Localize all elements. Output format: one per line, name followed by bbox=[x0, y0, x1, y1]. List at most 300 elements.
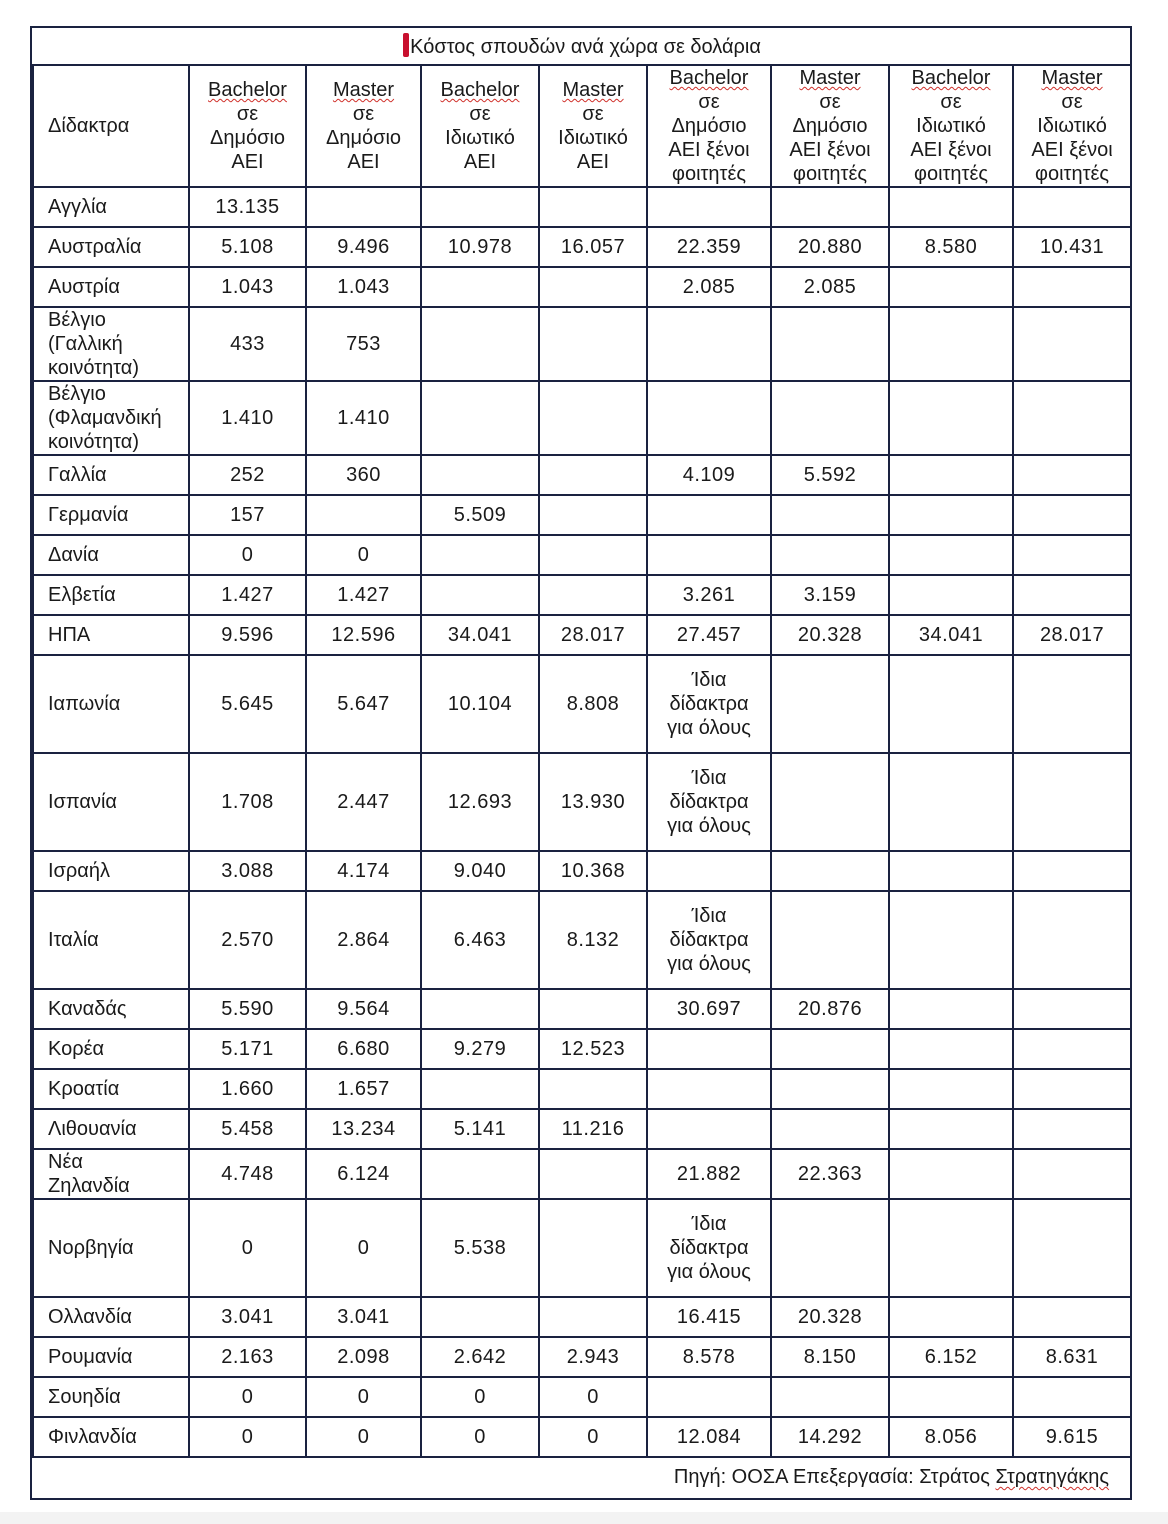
fee-cell: 1.043 bbox=[306, 267, 421, 307]
country-name-line: Ιταλία bbox=[48, 929, 99, 951]
country-cell bbox=[33, 307, 189, 381]
fee-cell: 16.415 bbox=[647, 1297, 771, 1337]
table-row bbox=[33, 753, 1131, 851]
column-header-line: Δημόσιο bbox=[325, 127, 402, 149]
column-header-line: ΑΕΙ bbox=[347, 151, 380, 173]
country-cell bbox=[33, 1109, 189, 1149]
fee-cell: 12.596 bbox=[306, 615, 421, 655]
fee-cell: 20.876 bbox=[771, 989, 889, 1029]
fee-cell: 5.171 bbox=[189, 1029, 306, 1069]
fee-cell: 10.431 bbox=[1013, 227, 1131, 267]
column-header-line: σε bbox=[469, 103, 491, 125]
table-row bbox=[33, 615, 1131, 655]
country-cell bbox=[33, 535, 189, 575]
fee-cell: 5.647 bbox=[306, 655, 421, 753]
fee-cell: 27.457 bbox=[647, 615, 771, 655]
fee-cell: 3.159 bbox=[771, 575, 889, 615]
fee-cell: 8.808 bbox=[539, 655, 647, 753]
table-row bbox=[33, 495, 1131, 535]
fee-cell bbox=[539, 187, 647, 227]
fee-cell bbox=[539, 575, 647, 615]
country-cell bbox=[33, 267, 189, 307]
fee-cell bbox=[647, 1377, 771, 1417]
fee-cell bbox=[647, 535, 771, 575]
fee-cell bbox=[771, 655, 889, 753]
fee-cell: Ίδια δίδακτρα για όλους bbox=[647, 891, 771, 989]
fee-cell: 1.657 bbox=[306, 1069, 421, 1109]
fee-cell bbox=[539, 1199, 647, 1297]
fee-cell: 1.708 bbox=[189, 753, 306, 851]
column-header-line: σε bbox=[819, 91, 841, 113]
country-cell bbox=[33, 187, 189, 227]
column-header-degree: Bachelor bbox=[911, 67, 991, 89]
fee-cell: 5.108 bbox=[189, 227, 306, 267]
column-header-line: σε bbox=[940, 91, 962, 113]
fee-cell bbox=[1013, 187, 1131, 227]
country-cell bbox=[33, 1377, 189, 1417]
fee-cell bbox=[889, 187, 1013, 227]
column-header-line: σε bbox=[1061, 91, 1083, 113]
fee-cell bbox=[539, 307, 647, 381]
document-page bbox=[30, 26, 1132, 1500]
column-header bbox=[889, 65, 1013, 187]
fee-cell: 22.359 bbox=[647, 227, 771, 267]
fee-cell: 0 bbox=[306, 1417, 421, 1457]
column-header-line: ΑΕΙ ξένοι bbox=[1031, 139, 1113, 161]
fee-cell: 8.580 bbox=[889, 227, 1013, 267]
fee-cell bbox=[1013, 1297, 1131, 1337]
fee-cell bbox=[539, 495, 647, 535]
column-header-line: ΑΕΙ ξένοι bbox=[910, 139, 992, 161]
country-cell bbox=[33, 615, 189, 655]
fee-cell: 14.292 bbox=[771, 1417, 889, 1457]
column-header bbox=[539, 65, 647, 187]
fee-cell: 30.697 bbox=[647, 989, 771, 1029]
column-header-line: Δημόσιο bbox=[671, 115, 747, 137]
fee-cell bbox=[421, 1149, 539, 1199]
fee-cell: 8.578 bbox=[647, 1337, 771, 1377]
fee-cell bbox=[889, 1069, 1013, 1109]
fee-cell: 13.234 bbox=[306, 1109, 421, 1149]
fee-cell: 2.447 bbox=[306, 753, 421, 851]
fee-cell: 0 bbox=[189, 1417, 306, 1457]
column-header-degree: Bachelor bbox=[440, 79, 520, 101]
fee-cell bbox=[1013, 1149, 1131, 1199]
fee-cell: Ίδια δίδακτρα για όλους bbox=[647, 655, 771, 753]
fee-cell: 13.135 bbox=[189, 187, 306, 227]
fee-cell: 1.410 bbox=[306, 381, 421, 455]
fee-cell: 433 bbox=[189, 307, 306, 381]
column-header-line: Δημόσιο bbox=[209, 127, 286, 149]
column-header bbox=[647, 65, 771, 187]
table-row bbox=[33, 1417, 1131, 1457]
fee-cell: 1.427 bbox=[189, 575, 306, 615]
fee-cell: 13.930 bbox=[539, 753, 647, 851]
fee-cell bbox=[1013, 381, 1131, 455]
column-header-line: φοιτητές bbox=[671, 163, 746, 185]
fee-cell: 2.642 bbox=[421, 1337, 539, 1377]
fee-cell bbox=[771, 1377, 889, 1417]
fee-cell bbox=[539, 455, 647, 495]
country-cell bbox=[33, 495, 189, 535]
fee-cell bbox=[889, 381, 1013, 455]
country-cell bbox=[33, 455, 189, 495]
column-header bbox=[189, 65, 306, 187]
country-name-line: Γερμανία bbox=[48, 504, 129, 526]
column-header bbox=[1013, 65, 1131, 187]
fee-cell bbox=[889, 655, 1013, 753]
fee-cell bbox=[889, 1199, 1013, 1297]
fee-cell bbox=[647, 1069, 771, 1109]
fee-cell: 28.017 bbox=[1013, 615, 1131, 655]
fee-cell: 2.943 bbox=[539, 1337, 647, 1377]
fee-cell: 2.085 bbox=[647, 267, 771, 307]
fee-cell bbox=[421, 1297, 539, 1337]
column-header-line: σε bbox=[236, 103, 259, 125]
table-row bbox=[33, 575, 1131, 615]
country-name-line: (Φλαμανδική bbox=[48, 407, 162, 429]
table-row bbox=[33, 1337, 1131, 1377]
fee-cell bbox=[771, 307, 889, 381]
country-name-line: Αγγλία bbox=[48, 196, 107, 218]
column-header-line: ΑΕΙ ξένοι bbox=[789, 139, 871, 161]
fee-cell: 21.882 bbox=[647, 1149, 771, 1199]
fee-cell: 12.693 bbox=[421, 753, 539, 851]
fee-cell bbox=[771, 187, 889, 227]
fee-cell bbox=[647, 851, 771, 891]
country-cell bbox=[33, 1069, 189, 1109]
fee-cell bbox=[889, 1149, 1013, 1199]
fee-cell: 8.631 bbox=[1013, 1337, 1131, 1377]
fee-cell bbox=[1013, 535, 1131, 575]
fee-cell bbox=[539, 267, 647, 307]
country-cell bbox=[33, 227, 189, 267]
country-cell bbox=[33, 1297, 189, 1337]
country-name-line: Ελβετία bbox=[48, 584, 116, 606]
column-header-line: σε bbox=[352, 103, 375, 125]
fee-cell: 34.041 bbox=[421, 615, 539, 655]
table-body bbox=[33, 187, 1131, 1457]
fee-cell bbox=[647, 381, 771, 455]
fee-cell: 5.590 bbox=[189, 989, 306, 1029]
fee-cell bbox=[647, 1029, 771, 1069]
fee-cell bbox=[771, 891, 889, 989]
country-cell bbox=[33, 575, 189, 615]
fee-cell: 12.084 bbox=[647, 1417, 771, 1457]
column-header-line: Ιδιωτικό bbox=[1037, 115, 1107, 137]
fee-cell: 5.645 bbox=[189, 655, 306, 753]
fee-cell bbox=[1013, 1069, 1131, 1109]
country-name-line: Ισπανία bbox=[48, 791, 117, 813]
fee-cell bbox=[889, 851, 1013, 891]
table-row bbox=[33, 535, 1131, 575]
fee-cell: 4.109 bbox=[647, 455, 771, 495]
table-row bbox=[33, 455, 1131, 495]
fee-cell: 5.538 bbox=[421, 1199, 539, 1297]
fee-cell: 28.017 bbox=[539, 615, 647, 655]
country-name-line: Αυστρία bbox=[48, 276, 120, 298]
fee-cell: 0 bbox=[539, 1417, 647, 1457]
country-name-line: Λιθουανία bbox=[48, 1118, 137, 1140]
fee-cell: 20.328 bbox=[771, 615, 889, 655]
fee-cell: 34.041 bbox=[889, 615, 1013, 655]
country-name-line: Αυστραλία bbox=[48, 236, 142, 258]
fee-cell: 4.174 bbox=[306, 851, 421, 891]
table-row bbox=[33, 267, 1131, 307]
country-name-line: Δανία bbox=[48, 544, 99, 566]
fee-cell bbox=[889, 267, 1013, 307]
fee-cell: 1.427 bbox=[306, 575, 421, 615]
fee-cell bbox=[889, 307, 1013, 381]
fee-cell bbox=[771, 535, 889, 575]
fee-cell: 10.104 bbox=[421, 655, 539, 753]
table-row bbox=[33, 851, 1131, 891]
fee-cell bbox=[1013, 575, 1131, 615]
fee-cell bbox=[647, 187, 771, 227]
fee-cell bbox=[421, 989, 539, 1029]
fee-cell: 5.458 bbox=[189, 1109, 306, 1149]
country-name-line: Γαλλία bbox=[48, 464, 107, 486]
table-row bbox=[33, 227, 1131, 267]
source-note: Πηγή: ΟΟΣΑ Επεξεργασία: Στράτος Στρατηγάκης bbox=[33, 1457, 1131, 1496]
table-row bbox=[33, 1069, 1131, 1109]
column-header-degree: Master bbox=[562, 79, 624, 101]
country-cell bbox=[33, 381, 189, 455]
fee-cell: 0 bbox=[421, 1377, 539, 1417]
fee-cell bbox=[771, 1109, 889, 1149]
fee-cell: 0 bbox=[306, 1377, 421, 1417]
fee-cell bbox=[889, 495, 1013, 535]
fee-cell bbox=[889, 891, 1013, 989]
country-name-line: Νορβηγία bbox=[48, 1237, 134, 1259]
fee-cell bbox=[1013, 1029, 1131, 1069]
country-cell bbox=[33, 1029, 189, 1069]
column-header-line: Ιδιωτικό bbox=[445, 127, 515, 149]
country-cell bbox=[33, 851, 189, 891]
fee-cell bbox=[421, 1069, 539, 1109]
country-name-line: Ρουμανία bbox=[48, 1346, 133, 1368]
country-name-line: κοινότητα) bbox=[48, 431, 140, 453]
column-header-line: ΑΕΙ ξένοι bbox=[668, 139, 750, 161]
fee-cell bbox=[539, 989, 647, 1029]
column-header bbox=[306, 65, 421, 187]
fee-cell: 9.564 bbox=[306, 989, 421, 1029]
fee-cell: 6.124 bbox=[306, 1149, 421, 1199]
red-cursor-marker bbox=[403, 33, 409, 57]
fee-cell: 10.978 bbox=[421, 227, 539, 267]
fee-cell bbox=[421, 575, 539, 615]
fee-cell bbox=[539, 1149, 647, 1199]
table-row bbox=[33, 891, 1131, 989]
table-row bbox=[33, 989, 1131, 1029]
table-row bbox=[33, 655, 1131, 753]
table-row bbox=[33, 307, 1131, 381]
country-cell bbox=[33, 753, 189, 851]
fee-cell bbox=[1013, 1109, 1131, 1149]
fee-cell: 5.509 bbox=[421, 495, 539, 535]
fee-cell: 4.748 bbox=[189, 1149, 306, 1199]
table-row bbox=[33, 381, 1131, 455]
country-name-line: Σουηδία bbox=[48, 1386, 121, 1408]
column-header-line: ΑΕΙ bbox=[463, 151, 497, 173]
fee-cell bbox=[539, 381, 647, 455]
fee-cell bbox=[1013, 1377, 1131, 1417]
fee-cell: 9.596 bbox=[189, 615, 306, 655]
tuition-fees-table bbox=[32, 28, 1132, 1496]
fee-cell: Ίδια δίδακτρα για όλους bbox=[647, 753, 771, 851]
column-header-degree: Master bbox=[1041, 67, 1103, 89]
fee-cell: 9.496 bbox=[306, 227, 421, 267]
fee-cell: 6.680 bbox=[306, 1029, 421, 1069]
fee-cell: 9.040 bbox=[421, 851, 539, 891]
fee-cell bbox=[539, 1069, 647, 1109]
fee-cell: 22.363 bbox=[771, 1149, 889, 1199]
fee-cell bbox=[889, 989, 1013, 1029]
fee-cell bbox=[889, 535, 1013, 575]
fee-cell: 2.163 bbox=[189, 1337, 306, 1377]
fee-cell bbox=[1013, 307, 1131, 381]
column-header-degree: Bachelor bbox=[208, 79, 287, 101]
fee-cell: 1.410 bbox=[189, 381, 306, 455]
fee-cell bbox=[1013, 655, 1131, 753]
table-row bbox=[33, 1377, 1131, 1417]
country-name-line: Κροατία bbox=[48, 1078, 120, 1100]
country-cell bbox=[33, 655, 189, 753]
country-name-line: Ολλανδία bbox=[48, 1306, 132, 1328]
country-name-line: Καναδάς bbox=[48, 998, 127, 1020]
fee-cell: 1.043 bbox=[189, 267, 306, 307]
fee-cell bbox=[771, 1069, 889, 1109]
fee-cell bbox=[771, 381, 889, 455]
fee-cell: 0 bbox=[189, 535, 306, 575]
fee-cell: 0 bbox=[539, 1377, 647, 1417]
fee-cell bbox=[1013, 891, 1131, 989]
country-name-line: Κορέα bbox=[48, 1038, 105, 1060]
fee-cell bbox=[889, 1029, 1013, 1069]
fee-cell bbox=[1013, 1199, 1131, 1297]
column-header-line: Δημόσιο bbox=[792, 115, 868, 137]
fee-cell bbox=[1013, 455, 1131, 495]
column-header-row bbox=[33, 65, 1131, 187]
country-name-line: Βέλγιο bbox=[48, 383, 106, 405]
fee-cell: 3.261 bbox=[647, 575, 771, 615]
fee-cell: Ίδια δίδακτρα για όλους bbox=[647, 1199, 771, 1297]
fee-cell: 2.570 bbox=[189, 891, 306, 989]
fee-cell: 20.880 bbox=[771, 227, 889, 267]
country-cell bbox=[33, 1149, 189, 1199]
fee-cell: 2.085 bbox=[771, 267, 889, 307]
fee-cell: 0 bbox=[421, 1417, 539, 1457]
fee-cell bbox=[771, 1029, 889, 1069]
column-header bbox=[421, 65, 539, 187]
fee-cell bbox=[647, 1109, 771, 1149]
country-cell bbox=[33, 1199, 189, 1297]
fee-cell bbox=[1013, 495, 1131, 535]
fee-cell bbox=[1013, 989, 1131, 1029]
fee-cell: 12.523 bbox=[539, 1029, 647, 1069]
fee-cell: 252 bbox=[189, 455, 306, 495]
fee-cell bbox=[889, 1109, 1013, 1149]
column-header-degree: Master bbox=[332, 79, 395, 101]
column-header-line: φοιτητές bbox=[1035, 163, 1110, 185]
column-header-line: σε bbox=[582, 103, 604, 125]
country-cell bbox=[33, 1337, 189, 1377]
fee-cell: 9.279 bbox=[421, 1029, 539, 1069]
country-name-line: Φινλανδία bbox=[48, 1426, 137, 1448]
fee-cell: 8.056 bbox=[889, 1417, 1013, 1457]
table-title: Κόστος σπουδών ανά χώρα σε δολάρια bbox=[33, 28, 1131, 65]
fee-cell: 9.615 bbox=[1013, 1417, 1131, 1457]
country-name-line: Νέα bbox=[48, 1151, 83, 1173]
fee-cell bbox=[889, 753, 1013, 851]
fee-cell bbox=[421, 455, 539, 495]
fee-cell bbox=[421, 535, 539, 575]
fee-cell bbox=[771, 851, 889, 891]
fee-cell: 2.098 bbox=[306, 1337, 421, 1377]
country-cell bbox=[33, 1417, 189, 1457]
country-name-line: Ζηλανδία bbox=[48, 1175, 130, 1197]
fee-cell bbox=[421, 267, 539, 307]
column-header bbox=[771, 65, 889, 187]
column-header-line: σε bbox=[698, 91, 720, 113]
fee-cell: 0 bbox=[306, 535, 421, 575]
fee-cell bbox=[421, 381, 539, 455]
table-row bbox=[33, 1297, 1131, 1337]
fee-cell bbox=[1013, 753, 1131, 851]
table-row bbox=[33, 1109, 1131, 1149]
fee-cell bbox=[889, 575, 1013, 615]
fee-cell: 11.216 bbox=[539, 1109, 647, 1149]
country-name-line: ΗΠΑ bbox=[48, 624, 91, 646]
fee-cell: 1.660 bbox=[189, 1069, 306, 1109]
country-name-line: Ισραήλ bbox=[48, 860, 110, 882]
fee-cell bbox=[421, 307, 539, 381]
fee-cell bbox=[889, 1377, 1013, 1417]
fee-cell bbox=[539, 1297, 647, 1337]
fee-cell bbox=[539, 535, 647, 575]
country-name-line: (Γαλλική bbox=[48, 333, 123, 355]
country-name-line: κοινότητα) bbox=[48, 357, 140, 379]
fee-cell: 5.141 bbox=[421, 1109, 539, 1149]
column-header-line: ΑΕΙ bbox=[231, 151, 264, 173]
fee-cell: 753 bbox=[306, 307, 421, 381]
country-name-line: Ιαπωνία bbox=[48, 693, 121, 715]
fee-cell bbox=[771, 1199, 889, 1297]
fee-cell bbox=[306, 495, 421, 535]
column-header-degree: Bachelor bbox=[669, 67, 749, 89]
fee-cell: 2.864 bbox=[306, 891, 421, 989]
country-name-line: Βέλγιο bbox=[48, 309, 106, 331]
table-row bbox=[33, 1199, 1131, 1297]
fee-cell: 3.088 bbox=[189, 851, 306, 891]
fee-cell: 6.463 bbox=[421, 891, 539, 989]
fee-cell bbox=[1013, 851, 1131, 891]
fee-cell bbox=[647, 495, 771, 535]
page-bottom-strip bbox=[0, 1512, 1168, 1524]
column-header-line: Ιδιωτικό bbox=[558, 127, 628, 149]
fee-cell: 10.368 bbox=[539, 851, 647, 891]
fee-cell: 0 bbox=[189, 1199, 306, 1297]
column-header-degree: Master bbox=[799, 67, 861, 89]
column-header-line: φοιτητές bbox=[913, 163, 988, 185]
fee-cell bbox=[1013, 267, 1131, 307]
fee-cell bbox=[306, 187, 421, 227]
fee-cell bbox=[889, 455, 1013, 495]
fee-cell bbox=[771, 753, 889, 851]
fee-cell: 8.150 bbox=[771, 1337, 889, 1377]
table-row bbox=[33, 1149, 1131, 1199]
fee-cell: 360 bbox=[306, 455, 421, 495]
